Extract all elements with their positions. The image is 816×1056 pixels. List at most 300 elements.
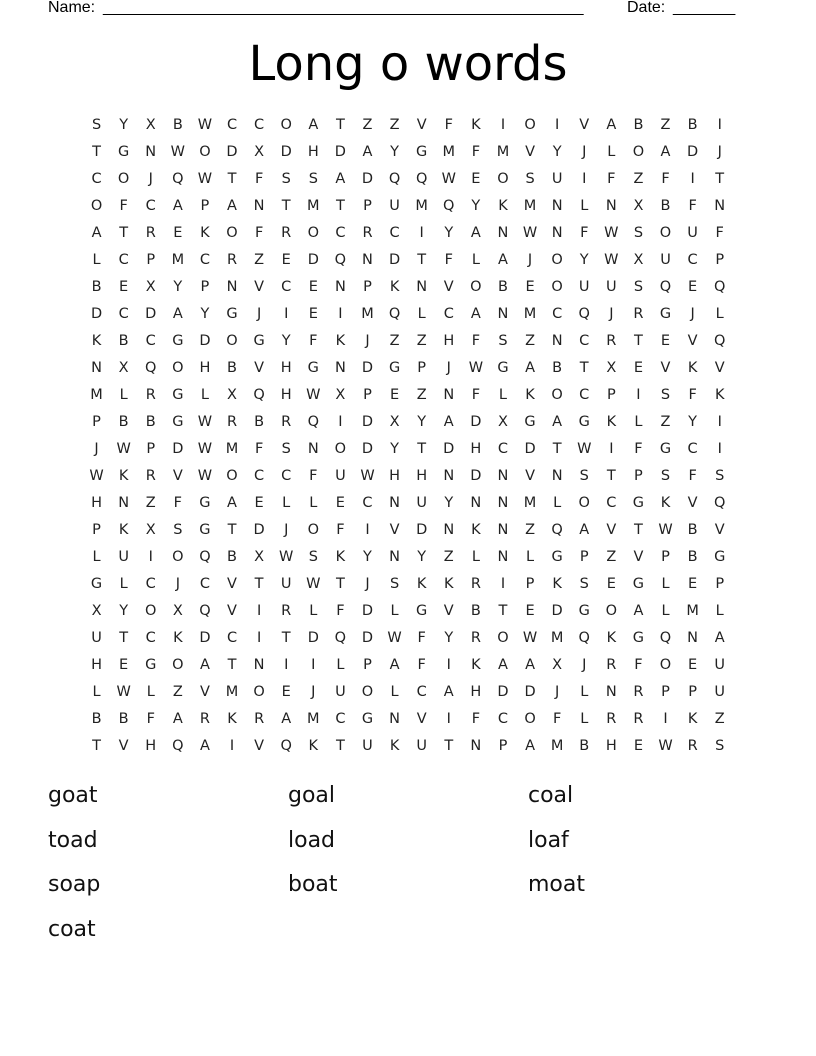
grid-letter: X	[389, 414, 400, 430]
grid-letter: H	[307, 144, 319, 160]
grid-letter: M	[225, 441, 239, 457]
grid-letter: L	[580, 711, 589, 727]
name-label: Name:	[48, 0, 96, 16]
grid-letter: O	[361, 684, 374, 700]
grid-letter: K	[525, 387, 535, 403]
grid-letter: V	[199, 684, 210, 700]
grid-letter: N	[551, 468, 563, 484]
grid-row	[83, 193, 734, 220]
grid-letter: T	[715, 171, 725, 187]
grid-letter: C	[118, 252, 129, 268]
grid-letter: Z	[389, 333, 400, 349]
grid-letter: N	[551, 225, 563, 241]
grid-letter: V	[416, 117, 427, 133]
grid-letter: K	[118, 468, 129, 484]
grid-letter: F	[634, 441, 643, 457]
grid-letter: A	[579, 522, 590, 538]
grid-letter: Y	[444, 225, 454, 241]
grid-letter: O	[145, 603, 157, 619]
grid-letter: F	[254, 225, 264, 241]
grid-letter: F	[336, 522, 345, 538]
grid-letter: U	[660, 252, 671, 268]
grid-letter: T	[335, 738, 345, 754]
grid-letter: R	[281, 225, 292, 241]
grid-letter: N	[605, 684, 617, 700]
grid-letter: X	[606, 360, 617, 376]
grid-letter: U	[91, 630, 102, 646]
grid-letter: X	[91, 603, 102, 619]
grid-letter: P	[498, 738, 508, 754]
grid-letter: N	[334, 279, 346, 295]
grid-letter: C	[579, 387, 590, 403]
grid-letter: I	[419, 225, 424, 241]
grid-letter: V	[254, 738, 265, 754]
grid-letter: U	[687, 225, 698, 241]
grid-letter: D	[226, 144, 238, 160]
grid-letter: J	[256, 306, 262, 322]
grid-letter: W	[116, 441, 131, 457]
grid-letter: E	[281, 684, 291, 700]
grid-letter: V	[443, 603, 454, 619]
grid-letter: T	[498, 603, 508, 619]
grid-letter: L	[661, 576, 670, 592]
grid-letter: Y	[444, 495, 454, 511]
grid-letter: G	[145, 657, 157, 673]
grid-letter: A	[308, 117, 319, 133]
grid-letter: W	[279, 549, 294, 565]
grid-letter: P	[579, 549, 589, 565]
grid-letter: E	[660, 333, 671, 349]
grid-letter: Y	[471, 198, 481, 214]
grid-letter: F	[254, 441, 264, 457]
grid-letter: J	[582, 144, 587, 160]
grid-letter: I	[229, 738, 235, 754]
grid-letter: Q	[334, 630, 347, 646]
grid-letter: K	[416, 576, 427, 592]
grid-letter: R	[226, 414, 238, 430]
grid-letter: C	[335, 225, 346, 241]
grid-letter: Q	[388, 171, 401, 187]
grid-letter: R	[281, 414, 292, 430]
grid-letter: N	[714, 198, 726, 214]
grid-letter: B	[145, 414, 156, 430]
grid-letter: O	[659, 225, 672, 241]
grid-letter: Y	[119, 603, 129, 619]
grid-letter: X	[633, 198, 644, 214]
grid-letter: D	[253, 522, 265, 538]
word-list-item: coat	[48, 916, 96, 942]
grid-letter: W	[197, 117, 213, 133]
grid-letter: O	[172, 360, 184, 376]
grid-letter: I	[338, 414, 343, 430]
grid-letter: R	[145, 387, 156, 403]
grid-letter: G	[388, 360, 401, 376]
grid-letter: C	[281, 468, 292, 484]
grid-letter: S	[173, 522, 183, 538]
grid-letter: J	[609, 306, 614, 322]
grid-letter: T	[417, 252, 427, 268]
grid-row	[83, 220, 734, 247]
grid-letter: K	[687, 711, 698, 727]
grid-row	[83, 679, 734, 706]
grid-letter: Z	[389, 117, 400, 133]
grid-letter: F	[444, 117, 453, 133]
grid-letter: K	[173, 630, 183, 646]
grid-letter: C	[254, 117, 265, 133]
grid-row	[83, 436, 734, 463]
grid-letter: W	[89, 468, 104, 484]
grid-letter: W	[197, 441, 213, 457]
grid-letter: Y	[417, 549, 427, 565]
grid-letter: C	[226, 117, 238, 133]
grid-letter: R	[226, 252, 238, 268]
grid-letter: S	[660, 387, 671, 403]
grid-letter: H	[199, 360, 211, 376]
grid-letter: N	[497, 306, 509, 322]
grid-letter: F	[688, 387, 697, 403]
grid-letter: E	[308, 279, 318, 295]
grid-letter: C	[606, 495, 617, 511]
grid-letter: N	[605, 198, 617, 214]
grid-letter: O	[307, 225, 319, 241]
grid-letter: P	[146, 441, 156, 457]
grid-letter: Q	[659, 279, 672, 295]
grid-letter: P	[661, 684, 670, 700]
grid-letter: B	[687, 549, 698, 565]
grid-letter: M	[523, 306, 537, 322]
grid-letter: X	[172, 603, 183, 619]
grid-letter: Q	[659, 630, 672, 646]
grid-letter: T	[227, 171, 237, 187]
grid-letter: H	[470, 441, 482, 457]
grid-letter: T	[633, 333, 643, 349]
grid-letter: M	[90, 387, 103, 403]
grid-letter: F	[417, 630, 426, 646]
grid-letter: A	[470, 225, 481, 241]
grid-letter: Q	[578, 306, 590, 322]
grid-letter: K	[606, 414, 617, 430]
grid-letter: D	[280, 144, 292, 160]
grid-letter: L	[661, 603, 670, 619]
grid-letter: G	[199, 522, 211, 538]
grid-letter: W	[522, 225, 538, 241]
grid-letter: J	[365, 333, 370, 349]
grid-letter: N	[362, 252, 373, 268]
grid-letter: I	[284, 657, 289, 673]
grid-letter: V	[525, 468, 535, 484]
grid-letter: B	[227, 360, 237, 376]
grid-letter: T	[281, 198, 291, 214]
grid-letter: L	[336, 657, 345, 673]
grid-letter: C	[362, 495, 373, 511]
grid-letter: N	[443, 468, 455, 484]
grid-letter: K	[389, 279, 400, 295]
grid-letter: V	[579, 117, 590, 133]
grid-letter: C	[579, 333, 590, 349]
grid-letter: K	[444, 576, 454, 592]
grid-letter: X	[227, 387, 237, 403]
grid-letter: A	[172, 306, 183, 322]
grid-letter: J	[311, 684, 316, 700]
grid-letter: H	[416, 468, 428, 484]
grid-letter: A	[172, 711, 183, 727]
grid-letter: P	[525, 576, 535, 592]
grid-row	[83, 544, 734, 571]
grid-letter: C	[552, 306, 563, 322]
grid-letter: H	[443, 333, 455, 349]
grid-letter: F	[552, 711, 562, 727]
grid-letter: O	[226, 225, 238, 241]
grid-letter: W	[116, 684, 131, 700]
grid-letter: W	[306, 387, 321, 403]
grid-letter: Y	[579, 252, 589, 268]
grid-row	[83, 409, 734, 436]
grid-letter: W	[306, 576, 321, 592]
grid-letter: W	[170, 144, 185, 160]
grid-letter: I	[256, 603, 262, 619]
grid-letter: A	[335, 171, 346, 187]
grid-letter: G	[551, 549, 563, 565]
grid-letter: T	[119, 630, 129, 646]
grid-letter: S	[308, 549, 318, 565]
grid-letter: O	[524, 711, 536, 727]
grid-letter: V	[633, 549, 644, 565]
grid-letter: D	[524, 684, 536, 700]
grid-letter: D	[687, 144, 699, 160]
grid-letter: S	[715, 738, 725, 754]
grid-letter: Q	[172, 738, 184, 754]
grid-letter: D	[307, 630, 319, 646]
grid-letter: D	[361, 414, 374, 430]
grid-letter: R	[633, 306, 644, 322]
grid-letter: C	[91, 171, 102, 187]
grid-letter: N	[389, 711, 400, 727]
grid-letter: K	[389, 738, 400, 754]
grid-letter: C	[443, 306, 454, 322]
grid-letter: Q	[199, 549, 211, 565]
grid-letter: F	[309, 468, 318, 484]
grid-letter: K	[714, 387, 725, 403]
grid-letter: F	[471, 144, 481, 160]
grid-letter: F	[309, 333, 318, 349]
grid-letter: Q	[713, 279, 726, 295]
grid-letter: V	[416, 711, 427, 727]
grid-letter: L	[92, 549, 101, 565]
grid-letter: T	[606, 468, 616, 484]
grid-letter: J	[555, 684, 560, 700]
grid-letter: A	[714, 630, 725, 646]
grid-letter: Z	[714, 711, 725, 727]
grid-letter: Q	[551, 522, 563, 538]
grid-letter: O	[90, 198, 103, 214]
grid-letter: D	[524, 441, 536, 457]
grid-letter: D	[361, 441, 374, 457]
grid-letter: S	[91, 117, 102, 133]
grid-letter: Q	[713, 495, 726, 511]
grid-letter: X	[633, 252, 644, 268]
grid-letter: N	[551, 198, 563, 214]
grid-letter: N	[307, 441, 319, 457]
grid-letter: L	[471, 252, 480, 268]
grid-letter: E	[525, 279, 535, 295]
grid-letter: O	[632, 144, 645, 160]
grid-letter: L	[390, 684, 399, 700]
grid-letter: A	[443, 684, 454, 700]
grid-letter: A	[497, 657, 508, 673]
grid-letter: I	[717, 414, 722, 430]
grid-letter: X	[335, 387, 346, 403]
grid-letter: K	[498, 198, 508, 214]
grid-letter: V	[687, 495, 698, 511]
grid-letter: E	[688, 576, 698, 592]
grid-letter: D	[470, 468, 482, 484]
grid-letter: G	[199, 495, 211, 511]
grid-letter: B	[118, 333, 129, 349]
grid-letter: O	[470, 279, 482, 295]
grid-letter: E	[119, 657, 129, 673]
grid-letter: G	[632, 495, 645, 511]
grid-letter: Z	[145, 495, 156, 511]
grid-letter: R	[199, 711, 210, 727]
grid-letter: W	[197, 171, 213, 187]
grid-letter: F	[254, 171, 264, 187]
grid-letter: A	[552, 414, 563, 430]
grid-letter: J	[284, 522, 289, 538]
grid-letter: W	[197, 468, 213, 484]
grid-letter: A	[362, 144, 373, 160]
grid-letter: K	[200, 225, 210, 241]
grid-letter: E	[633, 738, 643, 754]
grid-letter: K	[471, 117, 481, 133]
grid-letter: G	[90, 576, 103, 592]
grid-letter: F	[688, 198, 697, 214]
word-list	[48, 779, 768, 957]
grid-letter: G	[714, 549, 726, 565]
grid-letter: I	[609, 441, 614, 457]
grid-letter: W	[577, 441, 592, 457]
grid-letter: V	[254, 279, 265, 295]
grid-letter: G	[416, 603, 428, 619]
grid-letter: A	[633, 603, 644, 619]
grid-letter: O	[551, 387, 563, 403]
grid-letter: N	[145, 144, 157, 160]
grid-letter: Y	[390, 144, 399, 160]
grid-letter: R	[145, 225, 156, 241]
grid-letter: W	[197, 414, 213, 430]
grid-letter: J	[527, 252, 533, 268]
grid-letter: J	[582, 657, 587, 673]
grid-letter: U	[335, 468, 346, 484]
grid-letter: P	[634, 468, 643, 484]
grid-letter: O	[578, 495, 590, 511]
grid-letter: D	[172, 441, 184, 457]
grid-letter: P	[606, 387, 616, 403]
grid-letter: F	[688, 468, 697, 484]
grid-letter: D	[497, 684, 509, 700]
grid-letter: A	[470, 306, 481, 322]
grid-letter: I	[717, 117, 722, 133]
grid-letter: K	[308, 738, 319, 754]
grid-letter: N	[497, 549, 509, 565]
grid-letter: W	[387, 630, 402, 646]
grid-letter: X	[145, 279, 156, 295]
grid-row	[83, 112, 734, 139]
grid-letter: O	[226, 333, 238, 349]
grid-letter: E	[119, 279, 129, 295]
grid-letter: T	[417, 441, 427, 457]
grid-letter: G	[253, 333, 265, 349]
grid-letter: G	[632, 576, 645, 592]
grid-letter: P	[200, 198, 210, 214]
grid-letter: H	[91, 495, 102, 511]
word-list-item: coal	[528, 783, 574, 808]
grid-letter: H	[280, 387, 292, 403]
name-blank-line: ______________________________________________________	[103, 0, 584, 16]
grid-letter: B	[118, 711, 129, 727]
grid-letter: K	[118, 522, 129, 538]
grid-letter: G	[632, 630, 645, 646]
grid-letter: L	[309, 603, 318, 619]
grid-letter: L	[417, 306, 426, 322]
grid-letter: D	[551, 603, 563, 619]
grid-letter: C	[145, 333, 156, 349]
grid-letter: Y	[200, 306, 210, 322]
grid-letter: A	[525, 738, 535, 754]
grid-letter: V	[660, 360, 671, 376]
grid-letter: K	[471, 522, 481, 538]
grid-letter: T	[281, 630, 291, 646]
grid-letter: V	[714, 522, 725, 538]
grid-letter: F	[146, 711, 155, 727]
grid-letter: M	[686, 603, 699, 619]
grid-letter: E	[688, 657, 698, 673]
grid-letter: P	[363, 279, 372, 295]
grid-letter: U	[551, 171, 563, 187]
grid-letter: W	[604, 225, 619, 241]
grid-letter: I	[446, 657, 451, 673]
grid-row	[83, 625, 734, 652]
grid-letter: I	[311, 657, 316, 673]
grid-letter: N	[551, 333, 563, 349]
grid-letter: M	[361, 306, 374, 322]
grid-letter: T	[92, 144, 101, 160]
grid-letter: V	[525, 144, 535, 160]
grid-letter: C	[335, 711, 346, 727]
grid-letter: Y	[281, 333, 291, 349]
grid-letter: S	[281, 441, 291, 457]
grid-letter: M	[523, 198, 537, 214]
grid-letter: G	[307, 360, 319, 376]
grid-letter: U	[714, 684, 726, 700]
grid-letter: S	[281, 171, 291, 187]
grid-letter: P	[92, 522, 101, 538]
grid-letter: P	[363, 657, 372, 673]
grid-letter: J	[446, 360, 451, 376]
grid-letter: I	[636, 387, 641, 403]
grid-letter: S	[660, 468, 671, 484]
grid-letter: M	[415, 198, 428, 214]
grid-letter: F	[634, 657, 643, 673]
grid-letter: Y	[552, 144, 562, 160]
grid-letter: S	[308, 171, 318, 187]
grid-row	[83, 382, 734, 409]
word-list-item: load	[288, 827, 336, 853]
grid-letter: G	[172, 333, 184, 349]
grid-row	[83, 139, 734, 166]
grid-letter: N	[470, 495, 482, 511]
grid-letter: E	[254, 495, 264, 511]
grid-letter: Y	[417, 414, 427, 430]
